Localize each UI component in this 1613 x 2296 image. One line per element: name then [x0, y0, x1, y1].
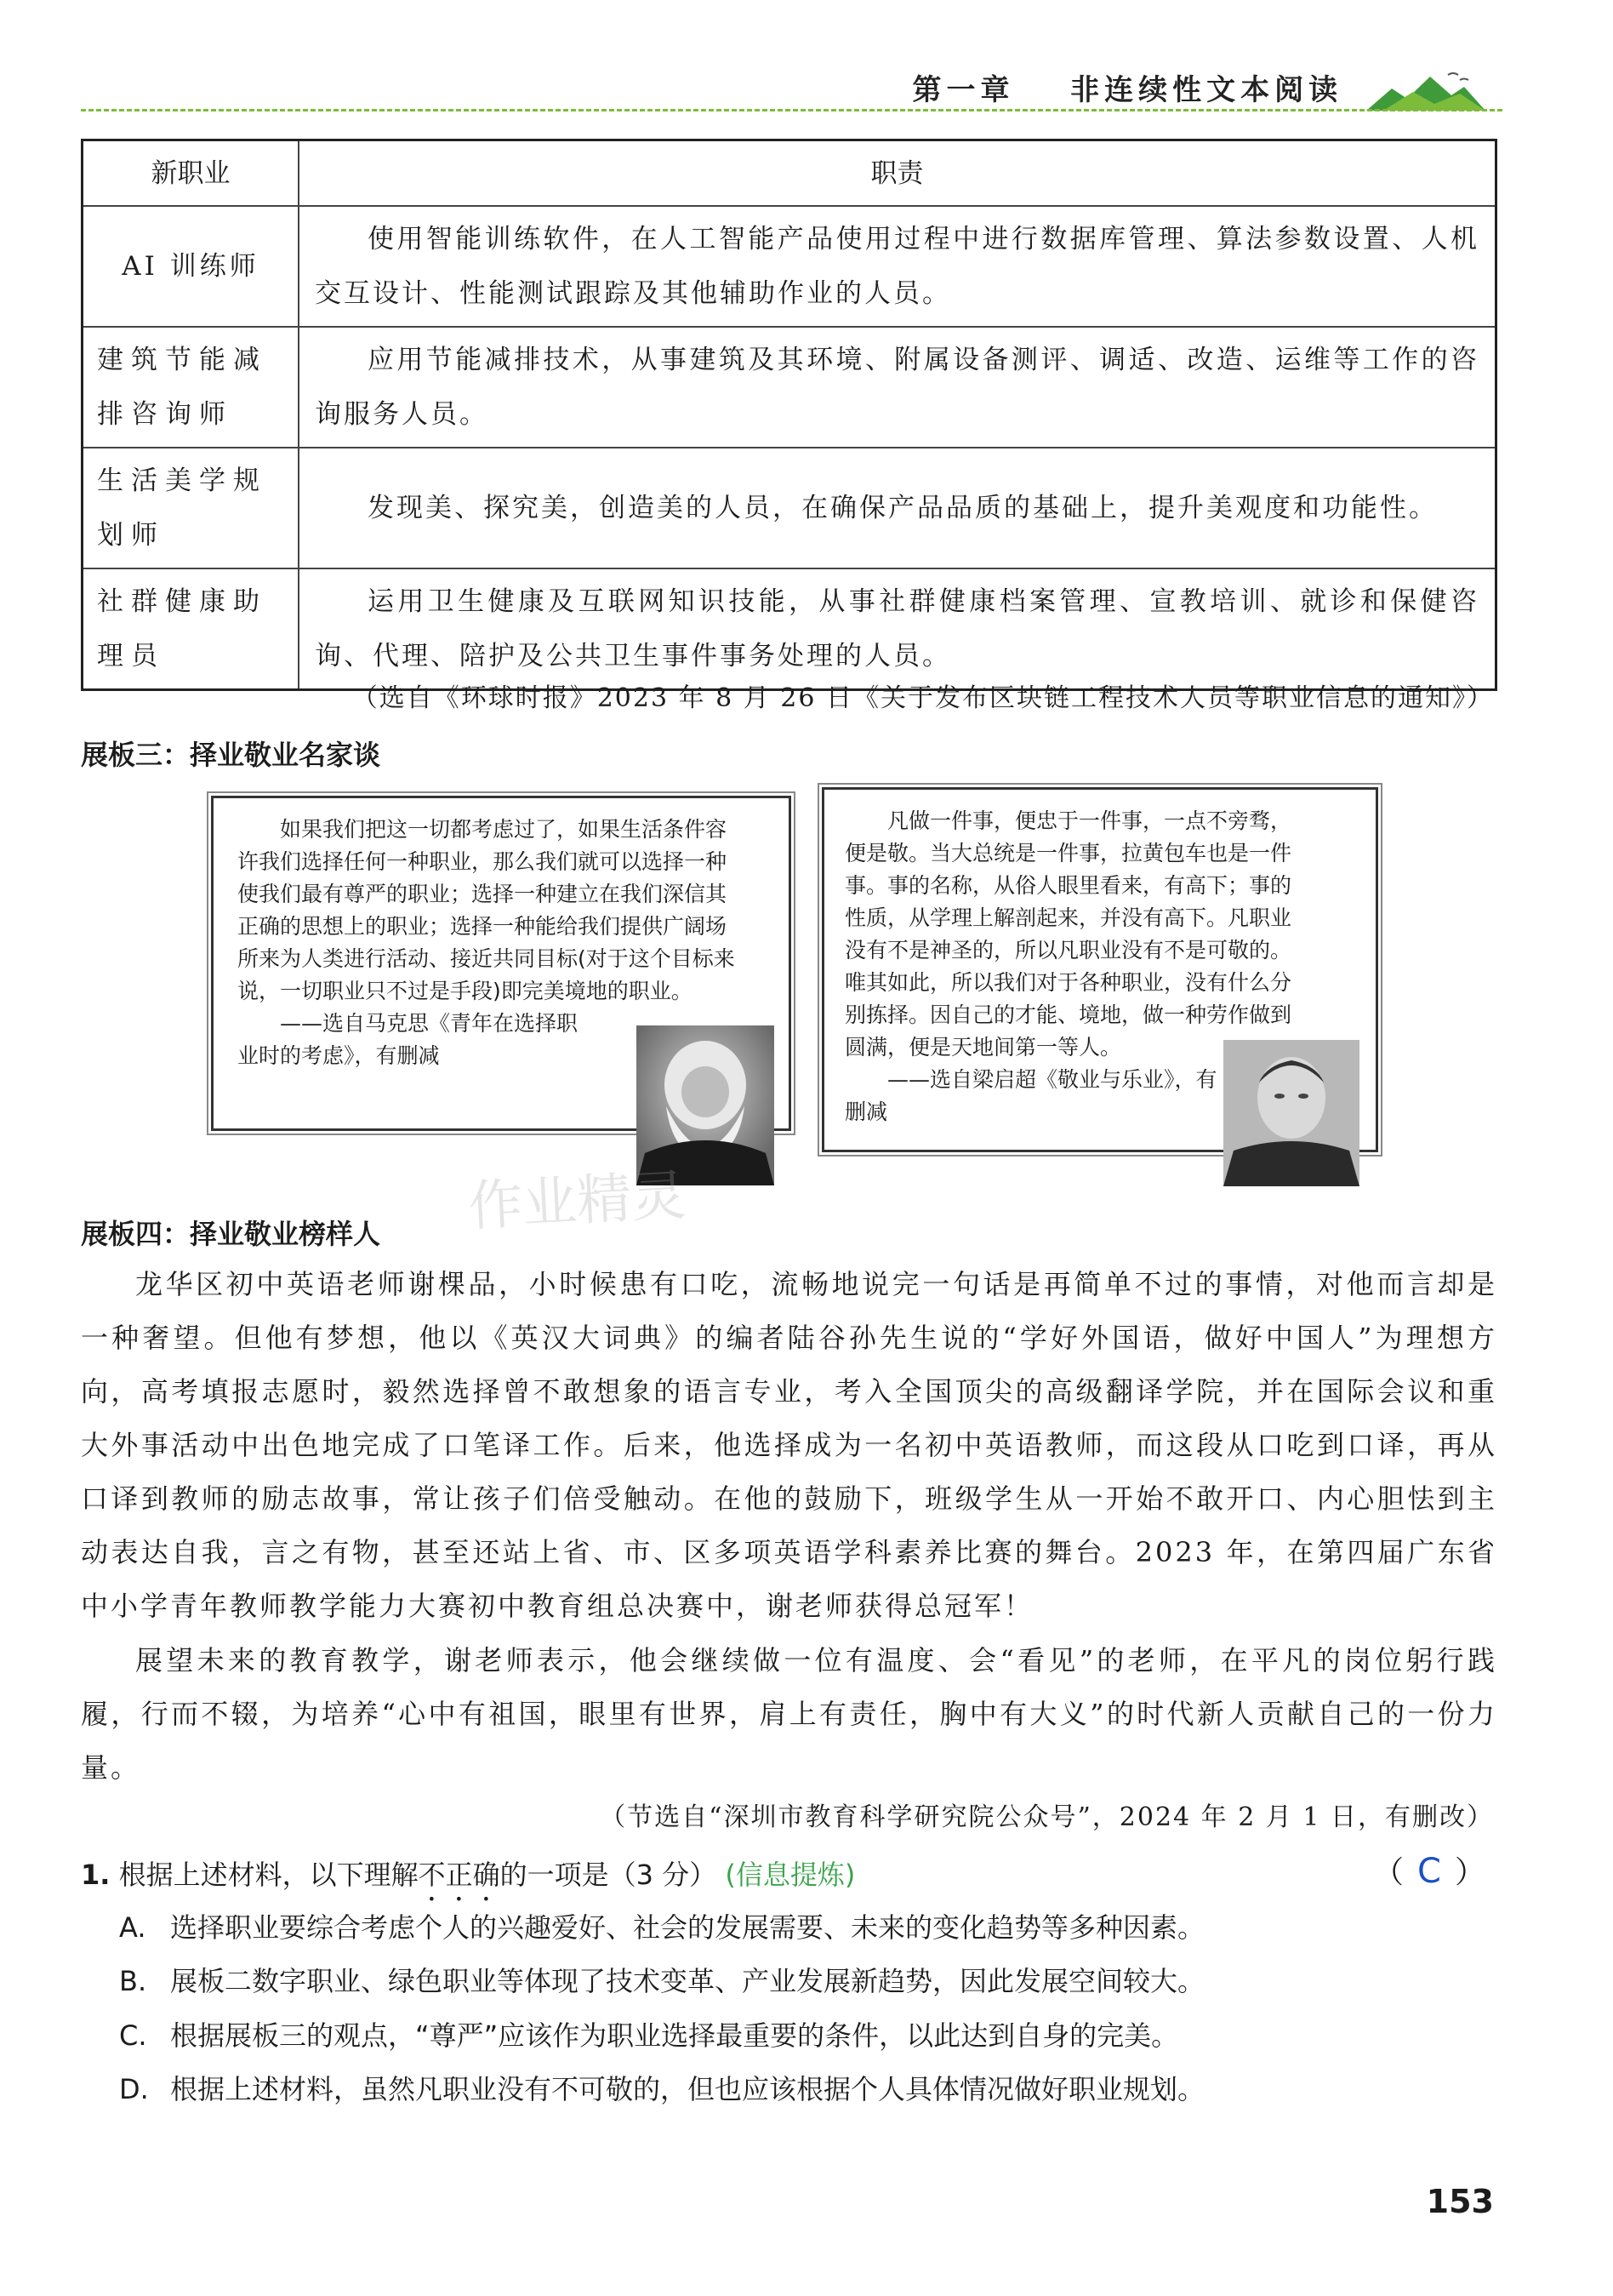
panel4-paragraph-2: 展望未来的教育教学，谢老师表示，他会继续做一位有温度、会“看见”的老师，在平凡的岗位躬行践履，行而不辍，为培养“心中有祖国，眼里有世界，肩上有责任，胸中有大义”的时代新人贡献自己的一份力量。 — [81, 1644, 1497, 1784]
option-text: 选择职业要综合考虑个人的兴趣爱好、社会的发展需要、未来的变化趋势等多种因素。 — [170, 1911, 1205, 1944]
liang-quote-cite: ——选自梁启超《敬业与乐业》，有删减 — [845, 1067, 1217, 1124]
watermark: 作业精灵 — [466, 1164, 688, 1239]
table-row — [83, 206, 1496, 327]
liang-portrait — [1223, 1040, 1359, 1186]
header-divider — [81, 109, 1502, 111]
liang-quote-text: 凡做一件事，便忠于一件事，一点不旁骛，便是敬。当大总统是一件事，拉黄包车也是一件事。事的名称，从俗人眼里看来，有高下；事的性质，从学理上解剖起来，并没有高下。凡职业没有不是神圣的，所以凡职业没有不是可敬的。唯其如此，所以我们对于各种职业，没有什么分别拣择。因自己的才能、境地，做一种劳作做到圆满，便是天地间第一等人。 — [845, 808, 1292, 1059]
question-tag: (信息提炼) — [725, 1859, 856, 1891]
marx-quote-text: 如果我们把这一切都考虑过了，如果生活条件容许我们选择任何一种职业，那么我们就可以选择一种使我们最有尊严的职业；选择一种建立在我们深信其正确的思想上的职业；选择一种能给我们提供广阔场所来为人类进行活动、接近共同目标(对于这个目标来说，一切职业只不过是手段)即完美境地的职业。 — [237, 817, 735, 1003]
option-label: B. — [119, 1965, 147, 1997]
stem-emphasis: 不正确 — [418, 1859, 500, 1891]
option-c — [119, 2014, 1178, 2053]
table-row — [83, 448, 1496, 568]
column-header-duty: 职责 — [299, 140, 1496, 207]
option-label: A. — [119, 1911, 146, 1944]
column-header-job: 新职业 — [83, 140, 299, 207]
option-a — [119, 1906, 1205, 1945]
panel4-paragraph-1: 龙华区初中英语老师谢棵品，小时候患有口吃，流畅地说完一句话是再简单不过的事情，对他而言却是一种奢望。但他有梦想，他以《英汉大词典》的编者陆谷孙先生说的“学好外国语，做好中国人”为理想方向，高考填报志愿时，毅然选择曾不敢想象的语言专业，考入全国顶尖的高级翻译学院，并在国际会议和重大外事活动中出色地完成了口笔译工作。后来，他选择成为一名初中英语教师，而这段从口吃到口译，再从口译到教师的励志故事，常让孩子们倍受触动。在他的鼓励下，班级学生从一开始不敢开口、内心胆怯到主动表达自我，言之有物，甚至还站上省、市、区多项英语学科素养比赛的舞台。2023 年，在第四届广东省中小学青年教师教学能力大赛初中教育组总决赛中，谢老师获得总冠军！ — [81, 1268, 1497, 1622]
section-label: 非连续性文本阅读 — [1070, 73, 1343, 107]
option-label: D. — [119, 2073, 149, 2105]
panel4-title: 展板四：择业敬业榜样人 — [81, 1218, 381, 1250]
chapter-label: 第一章 — [912, 73, 1015, 107]
table-header-row — [83, 140, 1496, 207]
job-name: 建筑节能减排咨询师 — [83, 327, 299, 448]
answer-open-paren: （ — [1373, 1855, 1405, 1890]
job-name: AI 训练师 — [83, 206, 299, 327]
job-duty: 运用卫生健康及互联网知识技能，从事社群健康档案管理、宣教培训、就诊和保健咨询、代理、陪护及公共卫生事件事务处理的人员。 — [299, 568, 1496, 690]
table-row — [83, 568, 1496, 690]
question-stem — [81, 1853, 855, 1907]
stem-before: 根据上述材料，以下理解 — [118, 1859, 419, 1891]
stem-after: 的一项是（3 分） — [499, 1859, 717, 1891]
panel4-source: （节选自“深圳市教育科学研究院公众号”，2024 年 2 月 1 日，有删改） — [600, 1802, 1494, 1832]
option-text: 根据上述材料，虽然凡职业没有不可敬的，但也应该根据个人具体情况做好职业规划。 — [170, 2073, 1205, 2105]
table-source: （选自《环球时报》2023 年 8 月 26 日《关于发布区块链工程技术人员等职业信息的通知》） — [351, 683, 1494, 713]
mountain-icon — [1366, 70, 1485, 112]
question-number: 1. — [81, 1859, 111, 1891]
option-text: 展板二数字职业、绿色职业等体现了技术变革、产业发展新趋势，因此发展空间较大。 — [170, 1965, 1205, 1997]
job-name: 社群健康助理员 — [83, 568, 299, 690]
job-name: 生活美学规划师 — [83, 448, 299, 568]
new-jobs-table — [81, 139, 1497, 691]
job-duty: 应用节能减排技术，从事建筑及其环境、附属设备测评、调适、改造、运维等工作的咨询服务人员。 — [299, 327, 1496, 448]
option-b — [119, 1960, 1205, 1999]
marx-quote-cite: ——选自马克思《青年在选择职业时的考虑》，有删减 — [237, 1011, 579, 1068]
option-text: 根据展板三的观点，“尊严”应该作为职业选择最重要的条件，以此达到自身的完美。 — [170, 2019, 1179, 2052]
answer-letter: C — [1417, 1852, 1441, 1891]
answer-slot — [1373, 1848, 1485, 1892]
panel3-title: 展板三：择业敬业名家谈 — [81, 739, 381, 771]
job-duty: 发现美、探究美，创造美的人员，在确保产品品质的基础上，提升美观度和功能性。 — [299, 448, 1496, 568]
page-number: 153 — [1426, 2183, 1494, 2220]
option-label: C. — [119, 2019, 147, 2052]
option-d — [119, 2068, 1205, 2107]
answer-close-paren: ） — [1454, 1855, 1485, 1890]
job-duty: 使用智能训练软件，在人工智能产品使用过程中进行数据库管理、算法参数设置、人机交互设计、性能测试跟踪及其他辅助作业的人员。 — [299, 206, 1496, 327]
table-row — [83, 327, 1496, 448]
